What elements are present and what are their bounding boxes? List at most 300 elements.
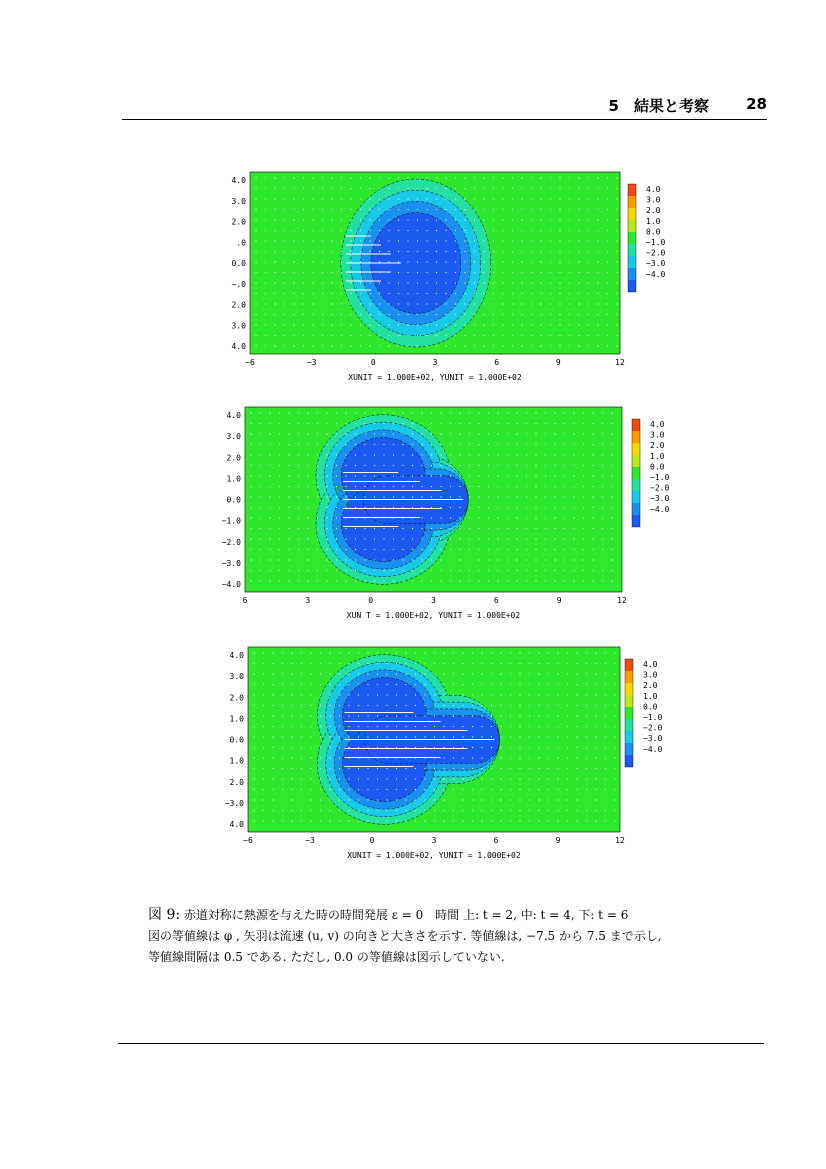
vector-dot xyxy=(588,209,589,210)
vector-dot xyxy=(453,820,454,821)
vector-dot xyxy=(284,272,285,273)
vector-dot xyxy=(548,789,549,790)
vector-dot xyxy=(559,314,560,315)
vector-dot xyxy=(583,433,584,434)
vector-dot xyxy=(592,549,593,550)
vector-dot xyxy=(348,778,349,779)
vector-dot xyxy=(616,240,617,241)
vector-dot xyxy=(405,810,406,811)
vector-dot xyxy=(445,293,446,294)
vector-dot xyxy=(554,465,555,466)
vector-dot xyxy=(554,528,555,529)
colorbar-swatch xyxy=(625,707,633,719)
vector-dot xyxy=(445,324,446,325)
vector-dot xyxy=(260,444,261,445)
vector-dot xyxy=(317,528,318,529)
vector-dot xyxy=(545,454,546,455)
vector-dot xyxy=(434,705,435,706)
vector-dot xyxy=(348,799,349,800)
vector-dot xyxy=(298,433,299,434)
vector-dot xyxy=(500,694,501,695)
vector-dot xyxy=(481,799,482,800)
panel-2-svg xyxy=(0,405,826,630)
vector-dot xyxy=(602,496,603,497)
vector-dot xyxy=(320,673,321,674)
vector-dot xyxy=(329,705,330,706)
vector-dot xyxy=(386,747,387,748)
vector-dot xyxy=(341,188,342,189)
vector-dot xyxy=(557,778,558,779)
vector-dot xyxy=(550,230,551,231)
vector-dot xyxy=(529,778,530,779)
vector-dot xyxy=(586,684,587,685)
vector-dot xyxy=(407,303,408,304)
vector-dot xyxy=(592,559,593,560)
colorbar-label: −2.0 xyxy=(646,248,666,258)
colorbar-swatch xyxy=(628,256,636,268)
vector-dot xyxy=(312,335,313,336)
vector-dot xyxy=(303,251,304,252)
vector-dot xyxy=(358,768,359,769)
vector-dot xyxy=(507,433,508,434)
vector-dot xyxy=(453,736,454,737)
vector-dot xyxy=(424,736,425,737)
x-axis-ticks xyxy=(243,836,625,845)
vector-dot xyxy=(263,673,264,674)
vector-dot xyxy=(540,335,541,336)
vector-dot xyxy=(393,486,394,487)
vector-dot xyxy=(312,293,313,294)
vector-dot xyxy=(548,810,549,811)
vector-dot xyxy=(462,799,463,800)
vector-dot xyxy=(279,444,280,445)
vector-dot xyxy=(550,345,551,346)
vector-dot xyxy=(293,303,294,304)
vector-dot xyxy=(369,209,370,210)
x-tick-label: 3 xyxy=(431,596,436,605)
vector-dot xyxy=(576,799,577,800)
colorbar-swatch xyxy=(628,268,636,280)
vector-dot xyxy=(434,715,435,716)
vector-dot xyxy=(255,240,256,241)
vector-dot xyxy=(488,412,489,413)
vector-dot xyxy=(521,324,522,325)
vector-dot xyxy=(331,209,332,210)
vector-dot xyxy=(284,251,285,252)
vector-dot xyxy=(512,240,513,241)
vector-dot xyxy=(320,810,321,811)
vector-dot xyxy=(519,747,520,748)
vector-dot xyxy=(521,198,522,199)
vector-dot xyxy=(569,303,570,304)
vector-dot xyxy=(502,324,503,325)
vector-dot xyxy=(472,726,473,727)
vector-dot xyxy=(263,663,264,664)
vector-dot xyxy=(341,251,342,252)
vector-dot xyxy=(341,345,342,346)
vector-dot xyxy=(540,209,541,210)
vector-dot xyxy=(358,715,359,716)
vector-dot xyxy=(424,810,425,811)
vector-dot xyxy=(331,314,332,315)
vector-dot xyxy=(567,799,568,800)
vector-dot xyxy=(455,230,456,231)
vector-dot xyxy=(459,486,460,487)
vector-dot xyxy=(407,188,408,189)
vector-dot xyxy=(250,570,251,571)
vector-dot xyxy=(424,663,425,664)
vector-dot xyxy=(554,559,555,560)
vector-dot xyxy=(317,559,318,560)
vector-dot xyxy=(431,444,432,445)
colorbar-swatch xyxy=(625,755,633,767)
vector-dot xyxy=(507,549,508,550)
vector-dot xyxy=(602,528,603,529)
vector-dot xyxy=(573,433,574,434)
vector-dot xyxy=(481,736,482,737)
vector-dot xyxy=(329,663,330,664)
vector-dot xyxy=(303,282,304,283)
vector-dot xyxy=(605,673,606,674)
vector-dot xyxy=(367,673,368,674)
vector-dot xyxy=(374,559,375,560)
vector-dot xyxy=(350,198,351,199)
x-tick-label: 6 xyxy=(493,596,499,605)
vector-dot xyxy=(440,496,441,497)
vector-dot xyxy=(379,230,380,231)
colorbar-swatch xyxy=(628,184,636,196)
vector-dot xyxy=(493,219,494,220)
vector-dot xyxy=(329,789,330,790)
colorbar-swatch xyxy=(632,455,640,467)
vector-dot xyxy=(469,475,470,476)
vector-dot xyxy=(507,465,508,466)
vector-dot xyxy=(483,251,484,252)
vector-dot xyxy=(260,559,261,560)
vector-dot xyxy=(595,820,596,821)
vector-dot xyxy=(519,705,520,706)
vector-dot xyxy=(576,726,577,727)
vector-dot xyxy=(336,423,337,424)
vector-dot xyxy=(488,454,489,455)
vector-dot xyxy=(512,324,513,325)
vector-dot xyxy=(559,188,560,189)
vector-dot xyxy=(402,580,403,581)
vector-dot xyxy=(263,736,264,737)
vector-dot xyxy=(310,684,311,685)
vector-dot xyxy=(282,673,283,674)
vector-dot xyxy=(415,768,416,769)
vector-dot xyxy=(434,799,435,800)
vector-dot xyxy=(360,314,361,315)
vector-dot xyxy=(567,757,568,758)
vector-dot xyxy=(379,251,380,252)
vector-dot xyxy=(550,177,551,178)
vector-dot xyxy=(293,282,294,283)
vector-dot xyxy=(379,209,380,210)
vector-dot xyxy=(510,799,511,800)
vector-dot xyxy=(407,219,408,220)
vector-dot xyxy=(358,673,359,674)
vector-dot xyxy=(502,272,503,273)
vector-dot xyxy=(331,335,332,336)
vector-dot xyxy=(440,433,441,434)
vector-dot xyxy=(595,757,596,758)
colorbar-label: 4.0 xyxy=(643,660,658,669)
vector-dot xyxy=(329,820,330,821)
vector-dot xyxy=(284,177,285,178)
vector-dot xyxy=(291,768,292,769)
vector-dot xyxy=(322,335,323,336)
vector-dot xyxy=(469,454,470,455)
vector-dot xyxy=(459,517,460,518)
vector-dot xyxy=(595,799,596,800)
vector-dot xyxy=(545,538,546,539)
vector-dot xyxy=(396,673,397,674)
vector-dot xyxy=(386,694,387,695)
vector-dot xyxy=(519,673,520,674)
vector-dot xyxy=(255,324,256,325)
vector-dot xyxy=(557,789,558,790)
vector-dot xyxy=(320,663,321,664)
vector-dot xyxy=(424,799,425,800)
vector-dot xyxy=(573,486,574,487)
vector-dot xyxy=(341,177,342,178)
vector-dot xyxy=(440,580,441,581)
vector-dot xyxy=(415,736,416,737)
vector-dot xyxy=(512,230,513,231)
vector-dot xyxy=(614,799,615,800)
vector-dot xyxy=(250,444,251,445)
vector-dot xyxy=(322,293,323,294)
vector-dot xyxy=(284,335,285,336)
vector-dot xyxy=(440,475,441,476)
vector-dot xyxy=(407,345,408,346)
vector-dot xyxy=(426,272,427,273)
vector-dot xyxy=(412,486,413,487)
vector-dot xyxy=(282,747,283,748)
vector-dot xyxy=(348,789,349,790)
vector-dot xyxy=(320,778,321,779)
vector-dot xyxy=(588,282,589,283)
vector-dot xyxy=(578,314,579,315)
vector-dot xyxy=(291,684,292,685)
vector-dot xyxy=(383,507,384,508)
vector-dot xyxy=(455,219,456,220)
vector-dot xyxy=(535,570,536,571)
vector-dot xyxy=(583,475,584,476)
vector-dot xyxy=(483,177,484,178)
vector-dot xyxy=(512,314,513,315)
vector-dot xyxy=(550,240,551,241)
vector-dot xyxy=(540,303,541,304)
vector-dot xyxy=(350,188,351,189)
vector-dot xyxy=(336,444,337,445)
vector-dot xyxy=(358,705,359,706)
vector-dot xyxy=(436,251,437,252)
vector-dot xyxy=(443,663,444,664)
vector-dot xyxy=(531,335,532,336)
vector-dot xyxy=(564,412,565,413)
vector-dot xyxy=(545,507,546,508)
vector-dot xyxy=(557,715,558,716)
vector-dot xyxy=(263,757,264,758)
vector-dot xyxy=(310,820,311,821)
vector-dot xyxy=(616,209,617,210)
vector-dot xyxy=(569,261,570,262)
vector-dot xyxy=(462,673,463,674)
vector-dot xyxy=(298,423,299,424)
vector-dot xyxy=(336,475,337,476)
vector-dot xyxy=(474,188,475,189)
vector-dot xyxy=(526,570,527,571)
vector-dot xyxy=(345,570,346,571)
x-tick-label: −3 xyxy=(306,358,317,367)
vector-dot xyxy=(367,799,368,800)
vector-dot xyxy=(535,538,536,539)
vector-dot xyxy=(282,694,283,695)
vector-dot xyxy=(260,517,261,518)
vector-dot xyxy=(472,757,473,758)
vector-dot xyxy=(607,198,608,199)
vector-dot xyxy=(450,465,451,466)
vector-dot xyxy=(341,272,342,273)
vector-dot xyxy=(459,507,460,508)
vector-dot xyxy=(602,444,603,445)
vector-dot xyxy=(436,198,437,199)
vector-dot xyxy=(559,335,560,336)
vector-dot xyxy=(424,705,425,706)
vector-dot xyxy=(293,324,294,325)
vector-dot xyxy=(417,303,418,304)
colorbar-swatch xyxy=(632,503,640,515)
vector-dot xyxy=(431,559,432,560)
vector-dot xyxy=(383,559,384,560)
vector-dot xyxy=(578,293,579,294)
vector-dot xyxy=(450,517,451,518)
vector-dot xyxy=(455,293,456,294)
vector-dot xyxy=(336,412,337,413)
vector-dot xyxy=(412,444,413,445)
vector-dot xyxy=(274,177,275,178)
vector-dot xyxy=(464,240,465,241)
vector-dot xyxy=(396,778,397,779)
vector-dot xyxy=(481,778,482,779)
vector-dot xyxy=(445,335,446,336)
vector-dot xyxy=(488,444,489,445)
vector-dot xyxy=(597,335,598,336)
vector-dot xyxy=(478,454,479,455)
vector-dot xyxy=(481,663,482,664)
x-tick-label: 3 xyxy=(305,596,311,605)
vector-dot xyxy=(602,475,603,476)
vector-dot xyxy=(424,768,425,769)
colorbar-label: 3.0 xyxy=(650,430,665,440)
vector-dot xyxy=(293,177,294,178)
vector-dot xyxy=(607,345,608,346)
vector-dot xyxy=(350,177,351,178)
vector-dot xyxy=(377,768,378,769)
vector-dot xyxy=(597,219,598,220)
vector-dot xyxy=(516,538,517,539)
vector-dot xyxy=(312,272,313,273)
vector-dot xyxy=(616,230,617,231)
vector-dot xyxy=(322,240,323,241)
vector-dot xyxy=(393,549,394,550)
vector-dot xyxy=(269,412,270,413)
vector-dot xyxy=(383,496,384,497)
vector-dot xyxy=(455,303,456,304)
vector-dot xyxy=(605,820,606,821)
vector-dot xyxy=(272,726,273,727)
vector-dot xyxy=(535,517,536,518)
vector-dot xyxy=(531,282,532,283)
vector-dot xyxy=(298,528,299,529)
vector-dot xyxy=(445,303,446,304)
vector-dot xyxy=(341,335,342,336)
vector-dot xyxy=(393,507,394,508)
colorbar-swatch xyxy=(628,220,636,232)
vector-dot xyxy=(592,433,593,434)
vector-dot xyxy=(557,684,558,685)
vector-dot xyxy=(578,261,579,262)
axis-units-label: XUN T = 1.000E+02, YUNIT = 1.000E+02 xyxy=(346,611,521,620)
y-tick-label: 2.0 xyxy=(226,453,241,463)
vector-dot xyxy=(301,726,302,727)
vector-dot xyxy=(483,335,484,336)
vector-dot xyxy=(478,528,479,529)
colorbar-swatch xyxy=(632,431,640,443)
vector-dot xyxy=(284,261,285,262)
vector-dot xyxy=(383,465,384,466)
vector-dot xyxy=(377,789,378,790)
vector-dot xyxy=(417,177,418,178)
vector-dot xyxy=(431,507,432,508)
vector-dot xyxy=(329,778,330,779)
vector-dot xyxy=(265,293,266,294)
vector-dot xyxy=(516,517,517,518)
vector-dot xyxy=(279,465,280,466)
vector-dot xyxy=(614,684,615,685)
vector-dot xyxy=(263,820,264,821)
vector-dot xyxy=(464,219,465,220)
vector-dot xyxy=(386,652,387,653)
vector-dot xyxy=(367,684,368,685)
vector-dot xyxy=(339,726,340,727)
vector-dot xyxy=(500,768,501,769)
vector-dot xyxy=(412,423,413,424)
vector-dot xyxy=(364,486,365,487)
vector-dot xyxy=(592,507,593,508)
vector-dot xyxy=(279,559,280,560)
vector-dot xyxy=(586,810,587,811)
vector-dot xyxy=(510,726,511,727)
vector-dot xyxy=(595,768,596,769)
vector-dot xyxy=(360,261,361,262)
vector-dot xyxy=(360,282,361,283)
vector-dot xyxy=(279,433,280,434)
vector-dot xyxy=(369,230,370,231)
vector-dot xyxy=(583,454,584,455)
vector-dot xyxy=(540,282,541,283)
vector-dot xyxy=(434,673,435,674)
vector-dot xyxy=(293,261,294,262)
vector-dot xyxy=(398,335,399,336)
vector-dot xyxy=(431,465,432,466)
y-tick-label: 2.0 xyxy=(229,777,244,787)
vector-dot xyxy=(500,747,501,748)
vector-dot xyxy=(478,580,479,581)
